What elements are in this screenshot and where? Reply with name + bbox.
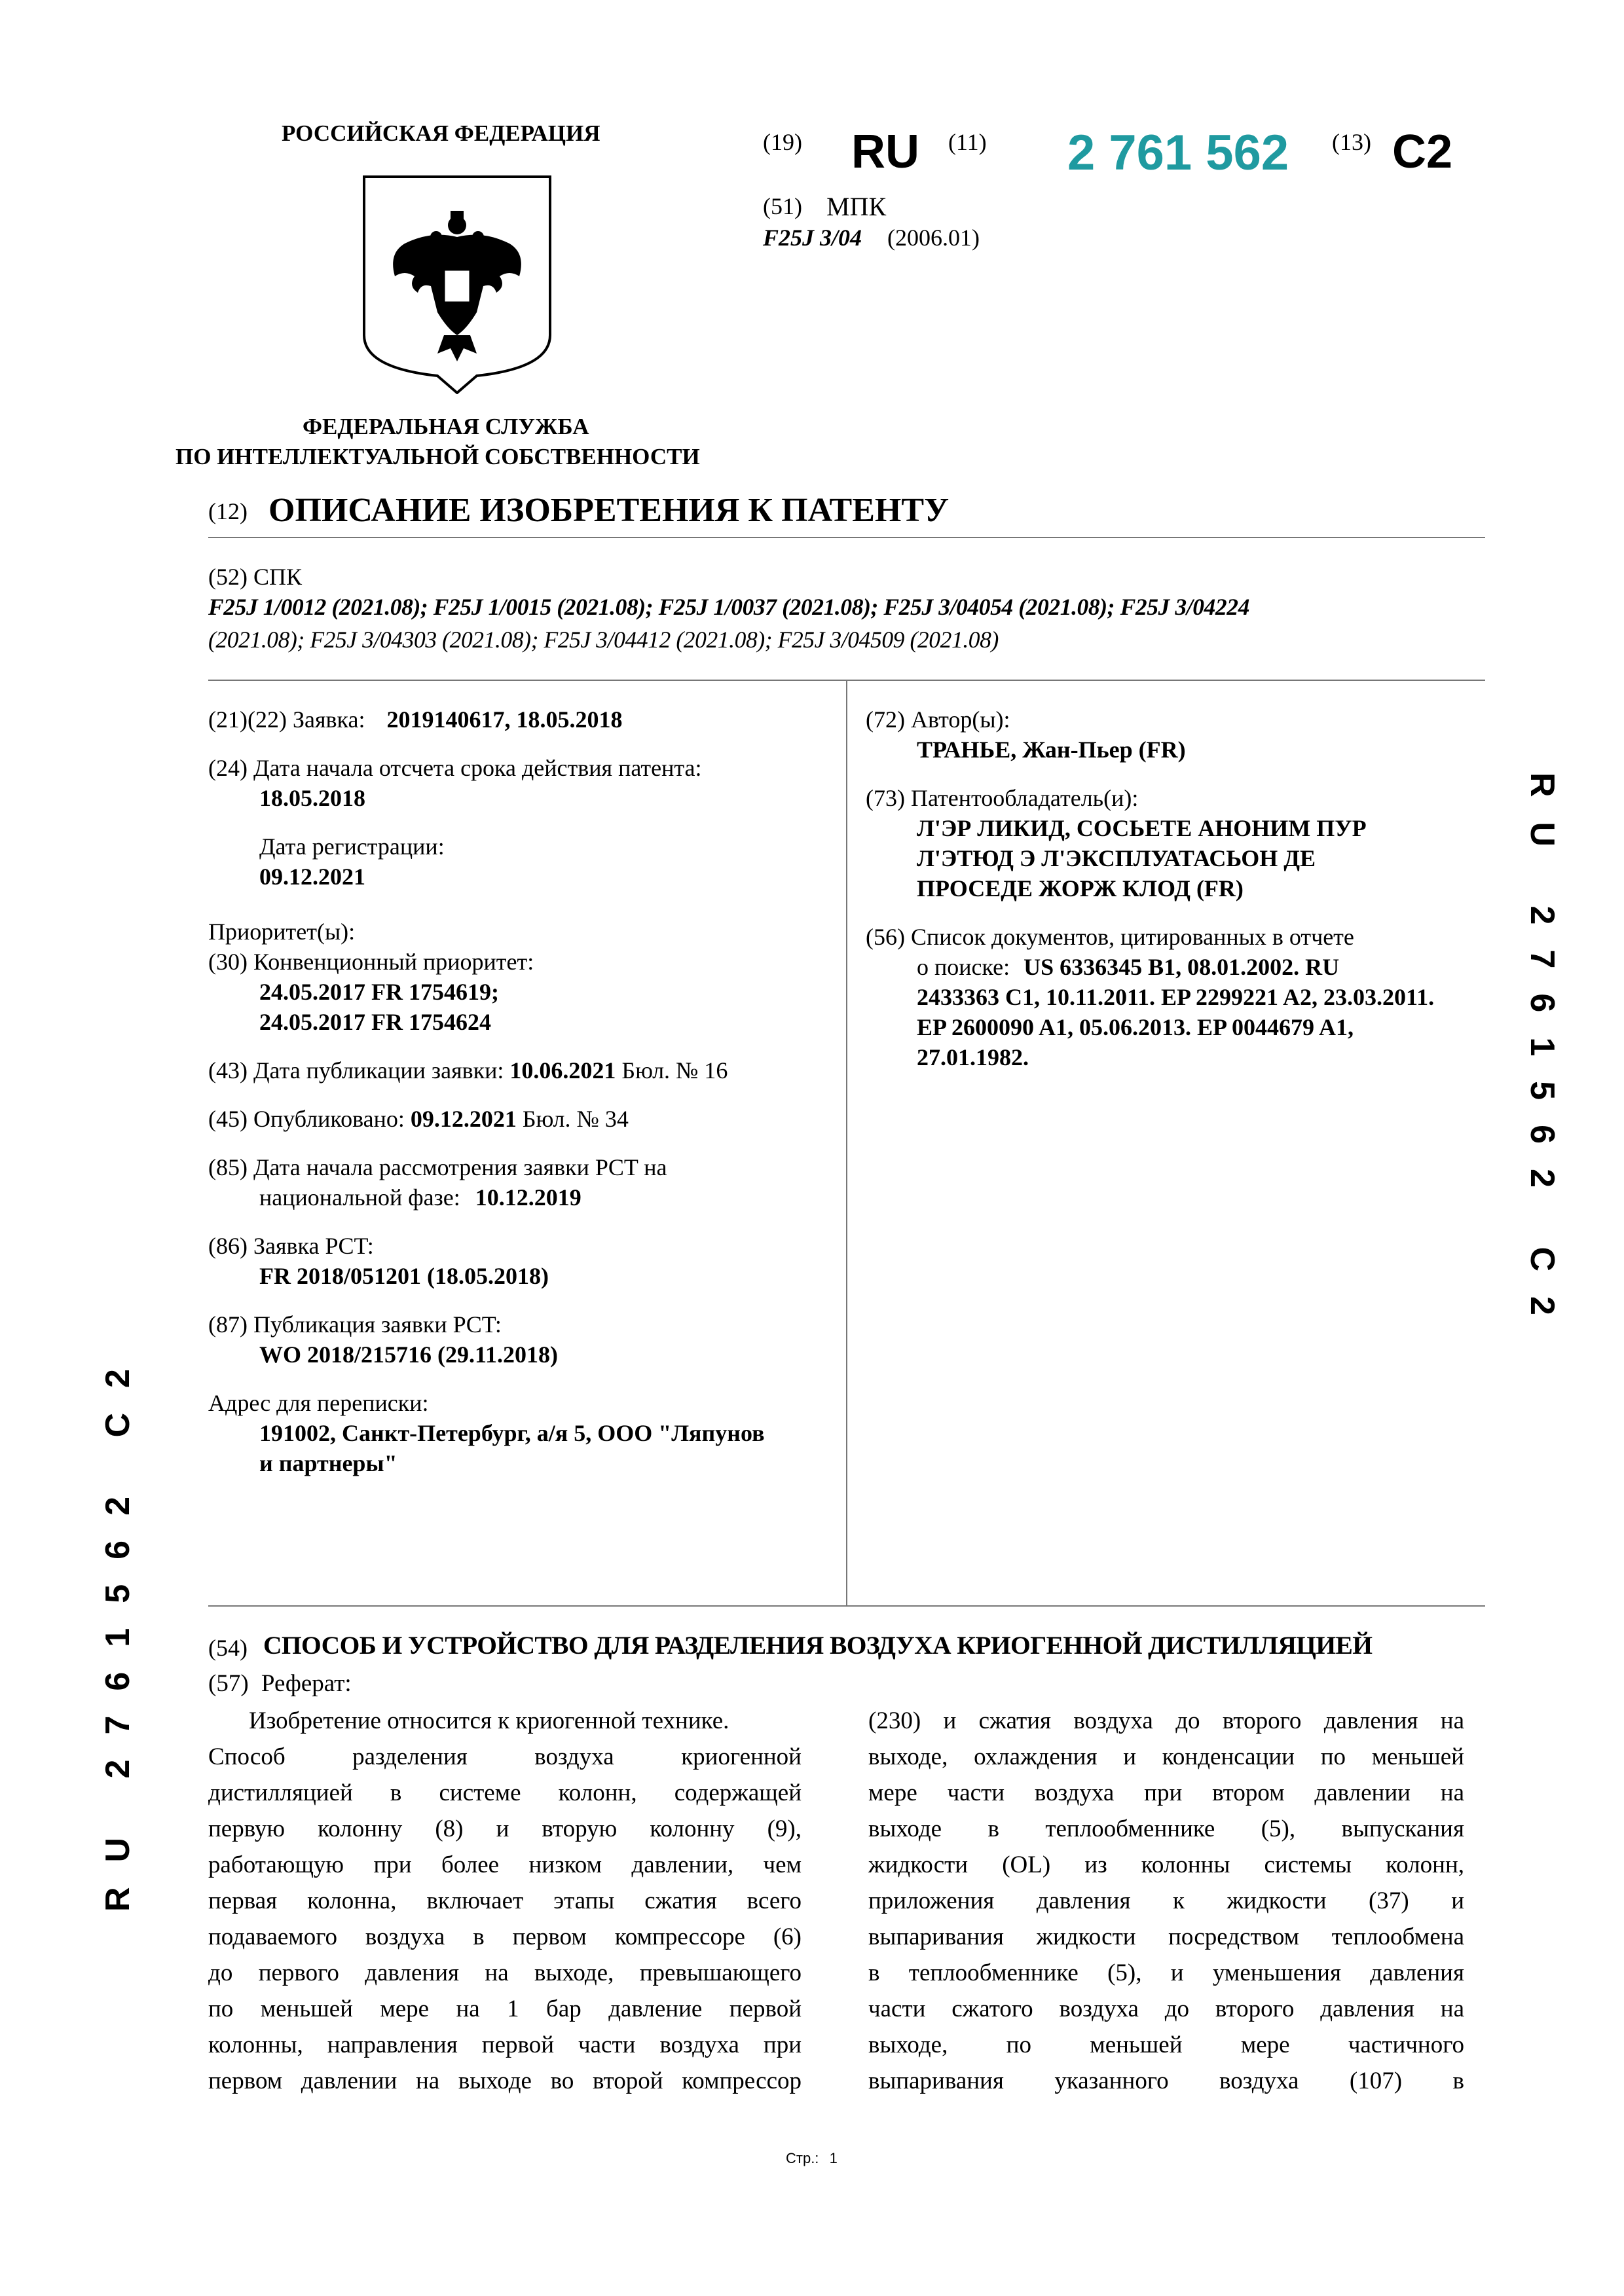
cited-docs-field bbox=[866, 922, 1481, 1072]
published-date: 09.12.2021 bbox=[410, 1106, 517, 1132]
abstract-left-line-2: Способ разделения воздуха криогенной bbox=[208, 1743, 802, 1770]
address-label: Адрес для переписки: bbox=[208, 1390, 429, 1416]
abstract-left-line-11: первом давлении на выходе во второй компрессор bbox=[208, 2068, 802, 2094]
eagle-icon bbox=[359, 172, 555, 394]
pct-national-phase-label: (85) Дата начала рассмотрения заявки PCT на bbox=[208, 1154, 667, 1180]
abstract-right-line-11: выпаривания указанного воздуха (107) в bbox=[868, 2068, 1464, 2094]
app-publication-label: (43) Дата публикации заявки: bbox=[208, 1057, 504, 1084]
spk-code: (52) bbox=[208, 564, 248, 590]
spk-line1: F25J 1/0012 (2021.08); F25J 1/0015 (2021.08); F25J 1/0037 (2021.08); F25J 3/04054 (2021.08); F25J 3/04224 bbox=[208, 594, 1249, 620]
abstract-right-line-1: (230) и сжатия воздуха до второго давления на bbox=[868, 1707, 1464, 1734]
abstract-right-line-3: мере части воздуха при втором давлении на bbox=[868, 1779, 1464, 1806]
abstract-right-line-5: жидкости (OL) из колонны системы колонн, bbox=[868, 1851, 1464, 1878]
start-date-label: (24) Дата начала отсчета срока действия патента: bbox=[208, 755, 702, 781]
pct-publication-label: (87) Публикация заявки PCT: bbox=[208, 1311, 502, 1338]
abstract-code: (57) bbox=[208, 1670, 249, 1697]
abstract-left-line-5: работающую при более низком давлении, чем bbox=[208, 1851, 802, 1878]
cited-docs-label: (56) Список документов, цитированных в отчете bbox=[866, 924, 1354, 950]
owner-line-1: Л'ЭР ЛИКИД, СОСЬЕТЕ АНОНИМ ПУР bbox=[917, 815, 1367, 841]
spk-label: СПК bbox=[253, 564, 303, 590]
abstract-left-line-10: колонны, направления первой части воздуха при bbox=[208, 2032, 802, 2058]
doc-type-code: (12) bbox=[208, 498, 248, 524]
abstract-right-line-6: приложения давления к жидкости (37) и bbox=[868, 1887, 1464, 1914]
rule-above-invention-title bbox=[208, 1605, 1485, 1607]
registration-value: 09.12.2021 bbox=[259, 864, 365, 890]
code-13: (13) bbox=[1332, 129, 1371, 155]
abstract-right-line-7: выпаривания жидкости посредством теплообмена bbox=[868, 1923, 1464, 1950]
abstract-left-line-3: дистилляцией в системе колонн, содержащей bbox=[208, 1779, 802, 1806]
author-field bbox=[866, 704, 1481, 765]
abstract-left-line-4: первую колонну (8) и вторую колонну (9), bbox=[208, 1815, 802, 1842]
published-field bbox=[208, 1104, 834, 1134]
author-value: ТРАНЬЕ, Жан-Пьер (FR) bbox=[917, 737, 1186, 763]
abstract-heading bbox=[208, 1669, 352, 1698]
cited-docs-value-1: US 6336345 B1, 08.01.2002. RU bbox=[1024, 954, 1340, 980]
priority-field bbox=[208, 917, 834, 1037]
abstract-left-line-8: до первого давления на выходе, превышающего bbox=[208, 1959, 802, 1986]
country-name: РОССИЙСКАЯ ФЕДЕРАЦИЯ bbox=[282, 120, 600, 146]
abstract-right-line-2: выходе, охлаждения и конденсации по меньшей bbox=[868, 1743, 1464, 1770]
kind-code: C2 bbox=[1392, 126, 1453, 178]
published-bulletin: Бюл. № 34 bbox=[522, 1106, 629, 1132]
abstract-left-column bbox=[208, 1703, 802, 2099]
start-date-field bbox=[208, 753, 834, 813]
pct-publication-field bbox=[208, 1309, 834, 1370]
cited-docs-value-3: EP 2600090 A1, 05.06.2013. EP 0044679 A1, bbox=[917, 1014, 1354, 1040]
column-divider bbox=[846, 681, 847, 1605]
coat-of-arms-emblem bbox=[359, 172, 555, 394]
application-field bbox=[208, 704, 834, 735]
cited-docs-value-2: 2433363 C1, 10.11.2011. EP 2299221 A2, 23.03.2011. bbox=[917, 984, 1435, 1010]
address-value-1: 191002, Санкт-Петербург, а/я 5, ООО "Ляпунов bbox=[259, 1420, 765, 1446]
pct-national-phase-label-cont: национальной фазе: bbox=[259, 1184, 460, 1211]
owner-line-2: Л'ЭТЮД Э Л'ЭКСПЛУАТАСЬОН ДЕ bbox=[917, 845, 1316, 871]
address-value-2: и партнеры" bbox=[259, 1450, 397, 1476]
author-label: (72) Автор(ы): bbox=[866, 706, 1010, 733]
abstract-left-line-9: по меньшей мере на 1 бар давление первой bbox=[208, 1995, 802, 2022]
mpk-class: F25J 3/04 bbox=[763, 225, 862, 251]
code-11: (11) bbox=[948, 129, 987, 155]
page-label: Стр.: bbox=[786, 2150, 819, 2166]
spk-line2: (2021.08); F25J 3/04303 (2021.08); F25J 3/04412 (2021.08); F25J 3/04509 (2021.08) bbox=[208, 627, 999, 653]
biblio-left bbox=[208, 704, 834, 1497]
cited-docs-value-4: 27.01.1982. bbox=[917, 1044, 1029, 1070]
code-51: (51) bbox=[763, 193, 802, 219]
invention-code: (54) bbox=[208, 1635, 248, 1661]
abstract-left-line-7: подаваемого воздуха в первом компрессоре (6) bbox=[208, 1923, 802, 1950]
priority-label: Приоритет(ы): bbox=[208, 919, 356, 945]
start-date-value: 18.05.2018 bbox=[259, 785, 365, 811]
abstract-right-column bbox=[868, 1703, 1464, 2099]
pct-national-phase-date: 10.12.2019 bbox=[475, 1184, 581, 1211]
invention-title: СПОСОБ И УСТРОЙСТВО ДЛЯ РАЗДЕЛЕНИЯ ВОЗДУХА КРИОГЕННОЙ ДИСТИЛЛЯЦИЕЙ bbox=[263, 1631, 1373, 1660]
application-label: (21)(22) Заявка: bbox=[208, 706, 365, 733]
pct-application-label: (86) Заявка PCT: bbox=[208, 1233, 374, 1259]
abstract-left-line-6: первая колонна, включает этапы сжатия всего bbox=[208, 1887, 802, 1914]
owner-line-3: ПРОСЕДЕ ЖОРЖ КЛОД (FR) bbox=[917, 875, 1244, 902]
doc-type-title: ОПИСАНИЕ ИЗОБРЕТЕНИЯ К ПАТЕНТУ bbox=[268, 492, 950, 529]
mpk-date: (2006.01) bbox=[887, 225, 980, 251]
page-number: 1 bbox=[829, 2150, 838, 2166]
abstract-left-line-1: Изобретение относится к криогенной технике. bbox=[249, 1707, 729, 1734]
spk-heading bbox=[208, 563, 302, 591]
pct-national-phase-field bbox=[208, 1152, 834, 1212]
mpk-label: МПК bbox=[826, 192, 887, 221]
priority-value-2: 24.05.2017 FR 1754624 bbox=[259, 1009, 491, 1035]
app-publication-bulletin: Бюл. № 16 bbox=[621, 1057, 728, 1084]
patent-number: 2 761 562 bbox=[1067, 125, 1289, 181]
abstract-right-line-4: выходе в теплообменнике (5), выпускания bbox=[868, 1815, 1464, 1842]
app-publication-field bbox=[208, 1055, 834, 1085]
priority-value-1: 24.05.2017 FR 1754619; bbox=[259, 979, 499, 1005]
address-field bbox=[208, 1388, 834, 1478]
owner-field bbox=[866, 783, 1481, 903]
registration-label: Дата регистрации: bbox=[259, 833, 445, 860]
cited-docs-label-cont: о поиске: bbox=[917, 954, 1010, 980]
abstract-right-line-10: выходе, по меньшей мере частичного bbox=[868, 2032, 1464, 2058]
country-code: RU bbox=[851, 126, 919, 178]
agency-name-line1: ФЕДЕРАЛЬНАЯ СЛУЖБА bbox=[303, 414, 589, 439]
pct-application-field bbox=[208, 1231, 834, 1291]
application-value: 2019140617, 18.05.2018 bbox=[386, 706, 623, 733]
side-number-right: RU 2761562 C2 bbox=[1523, 773, 1561, 1340]
app-publication-date: 10.06.2021 bbox=[509, 1057, 616, 1084]
abstract-right-line-9: части сжатого воздуха до второго давления на bbox=[868, 1995, 1464, 2022]
code-19: (19) bbox=[763, 129, 802, 155]
owner-label: (73) Патентообладатель(и): bbox=[866, 785, 1139, 811]
registration-field bbox=[208, 831, 834, 892]
side-number-left: RU 2761562 C2 bbox=[99, 1344, 137, 1912]
published-label: (45) Опубликовано: bbox=[208, 1106, 405, 1132]
rule-under-title bbox=[208, 537, 1485, 538]
conventional-priority-label: (30) Конвенционный приоритет: bbox=[208, 949, 534, 975]
page-footer bbox=[786, 2150, 838, 2167]
pct-publication-value: WO 2018/215716 (29.11.2018) bbox=[259, 1341, 558, 1368]
pct-application-value: FR 2018/051201 (18.05.2018) bbox=[259, 1263, 549, 1289]
biblio-right bbox=[866, 704, 1481, 1091]
abstract-right-line-8: в теплообменнике (5), и уменьшения давления bbox=[868, 1959, 1464, 1986]
agency-name-line2: ПО ИНТЕЛЛЕКТУАЛЬНОЙ СОБСТВЕННОСТИ bbox=[175, 444, 700, 469]
abstract-label: Реферат: bbox=[261, 1670, 352, 1697]
